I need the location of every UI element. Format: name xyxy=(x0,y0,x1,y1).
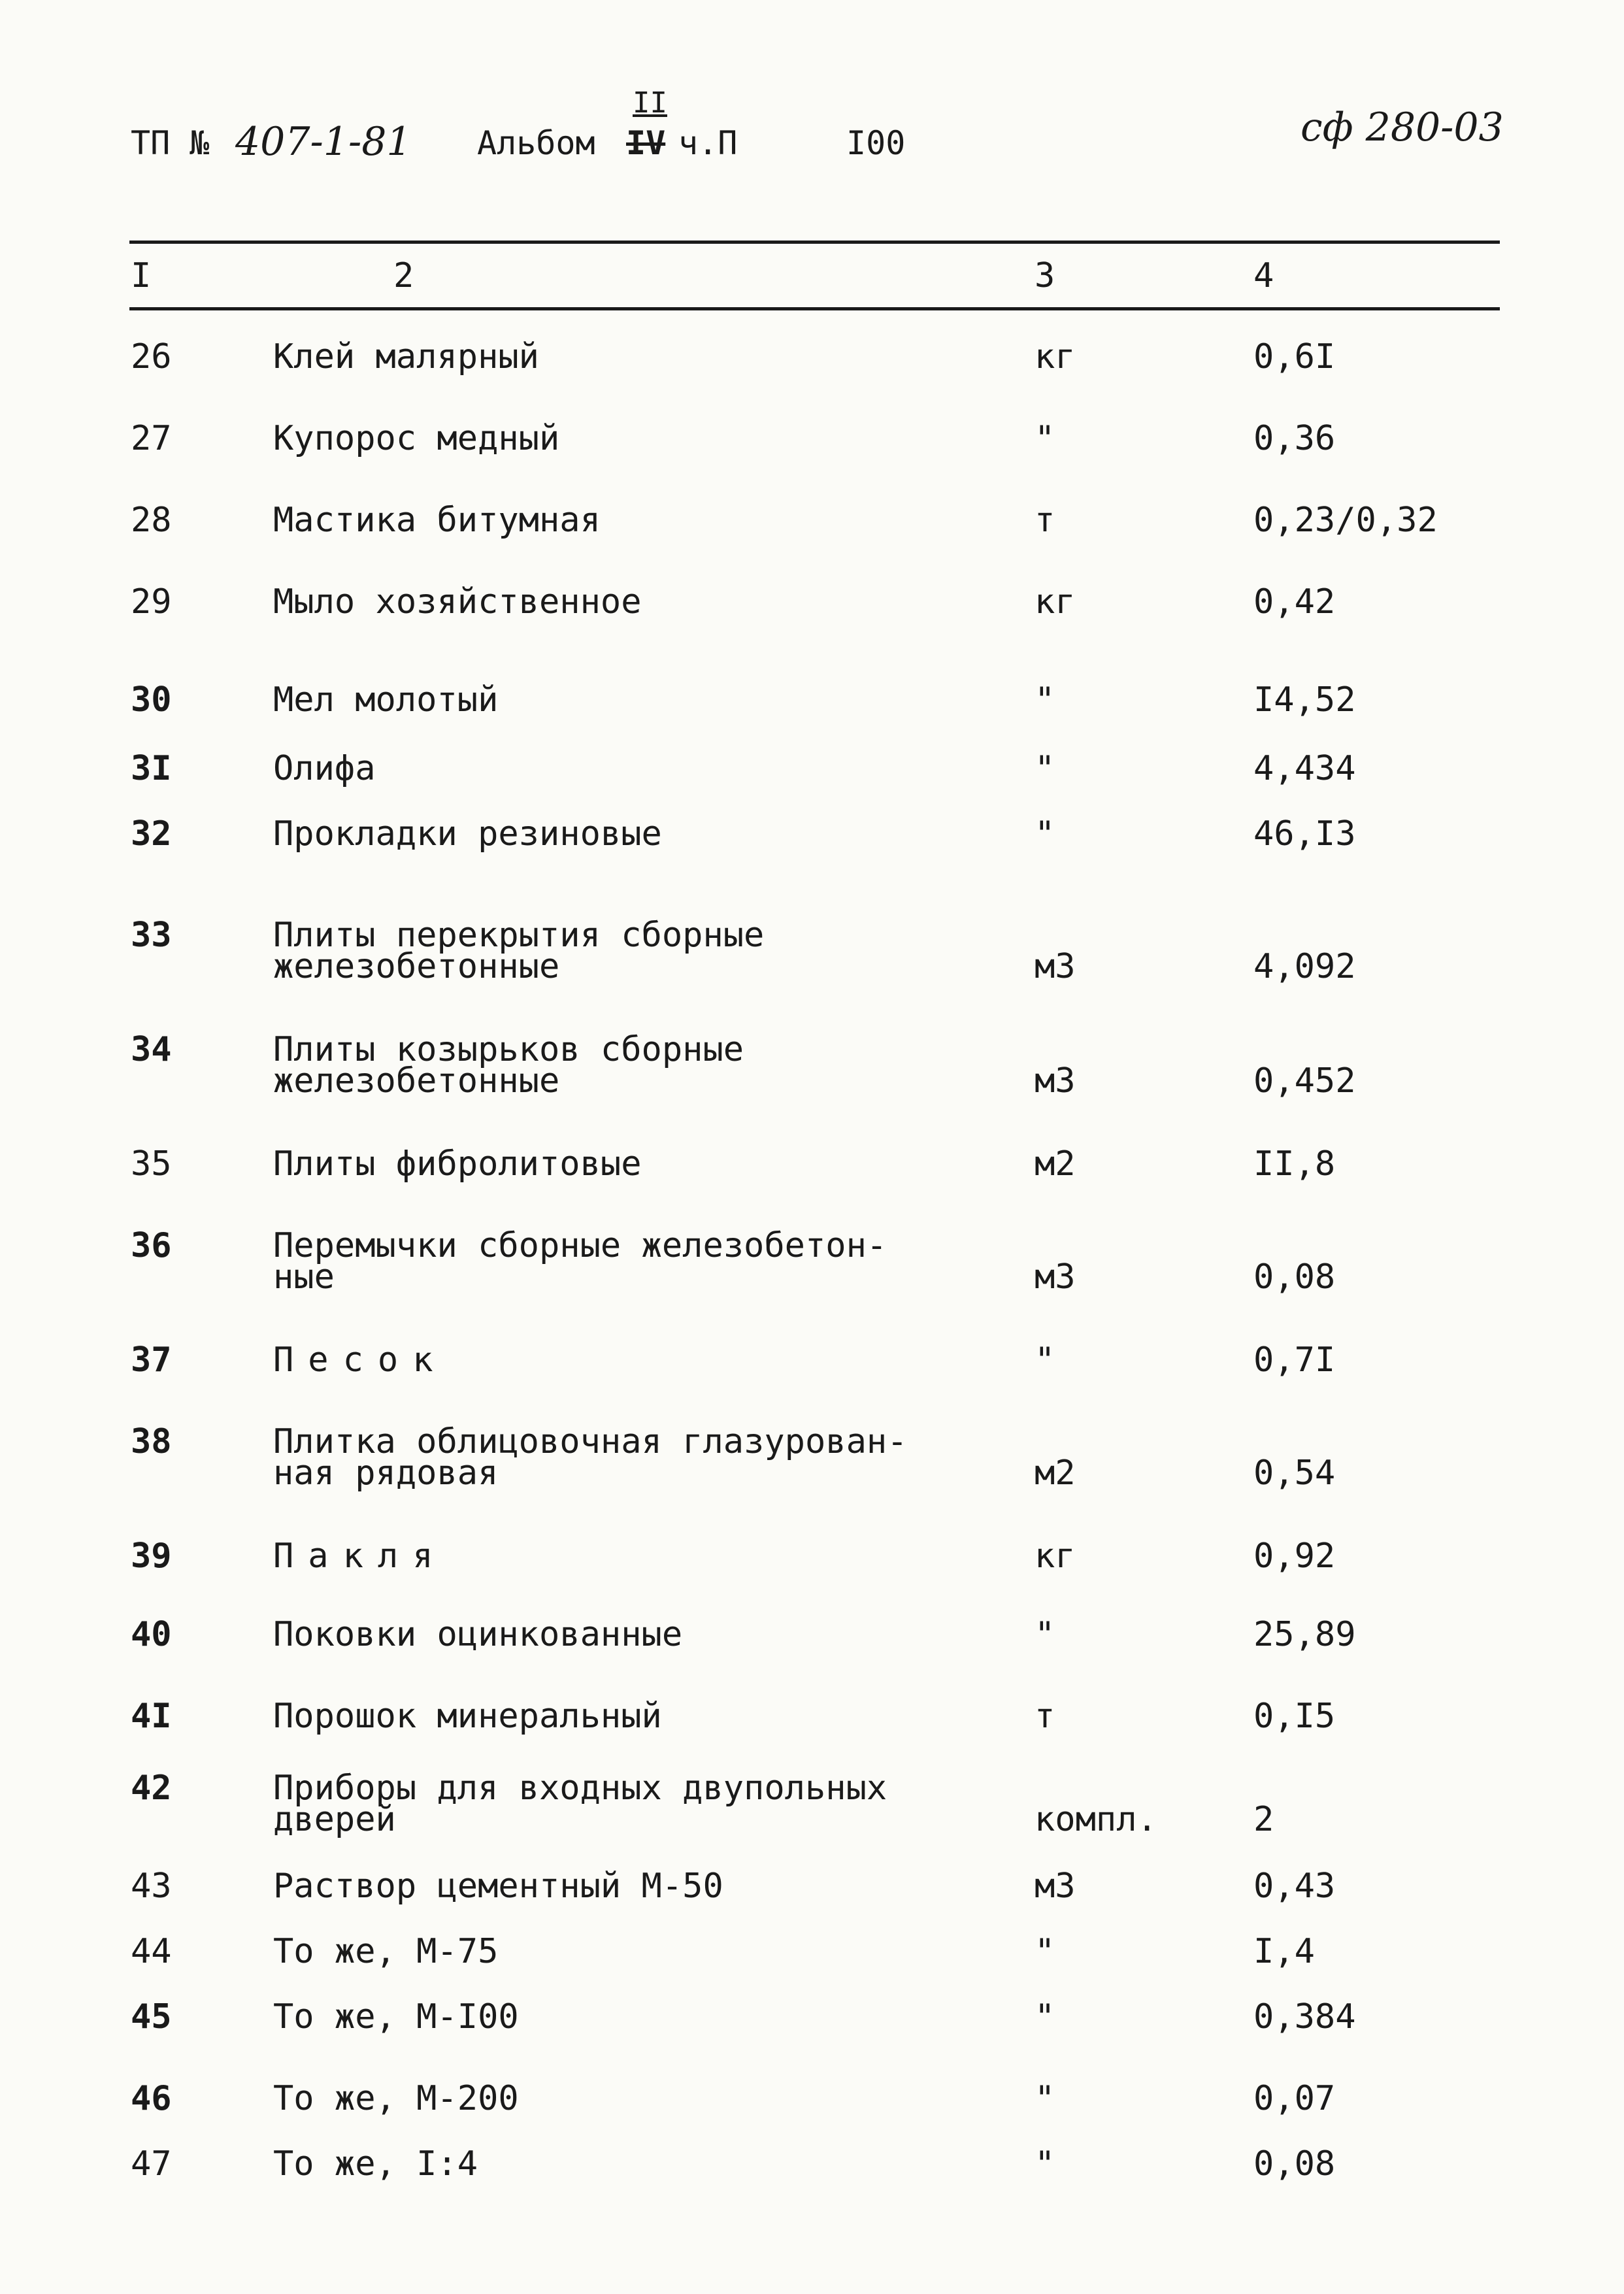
row-number: 44 xyxy=(131,1932,172,1971)
row-quantity: 0,42 xyxy=(1253,582,1336,622)
row-name: То же, I:4 xyxy=(273,2144,478,2184)
row-quantity: 0,23/0,32 xyxy=(1253,501,1438,540)
row-name-continued: железобетонные xyxy=(273,1061,560,1101)
row-number: 27 xyxy=(131,419,172,458)
row-name-continued: ные xyxy=(273,1257,335,1297)
row-quantity: 0,7I xyxy=(1253,1340,1336,1380)
album-number-over: II xyxy=(633,86,667,120)
row-quantity: 0,54 xyxy=(1253,1454,1336,1493)
row-name: Поковки оцинкованные xyxy=(273,1615,683,1654)
row-name: Плиты козырьков сборные xyxy=(273,1030,744,1069)
row-quantity: I4,52 xyxy=(1253,680,1356,720)
row-name: Мастика битумная xyxy=(273,501,601,540)
row-name: Клей малярный xyxy=(273,337,539,376)
row-number: 37 xyxy=(131,1340,172,1380)
row-name: Плиты перекрытия сборные xyxy=(273,916,765,955)
row-quantity: 4,434 xyxy=(1253,749,1356,788)
row-name: Олифа xyxy=(273,749,376,788)
row-unit: " xyxy=(1035,1932,1055,1971)
row-name: Мел молотый xyxy=(273,680,499,720)
row-quantity: 0,452 xyxy=(1253,1061,1356,1101)
row-number: 34 xyxy=(131,1030,172,1069)
row-unit: " xyxy=(1035,419,1055,458)
part-label: ч.П xyxy=(678,124,738,162)
row-unit: " xyxy=(1035,1615,1055,1654)
row-number: 29 xyxy=(131,582,172,622)
row-unit: " xyxy=(1035,680,1055,720)
row-number: 26 xyxy=(131,337,172,376)
row-number: 43 xyxy=(131,1867,172,1906)
row-number: 38 xyxy=(131,1422,172,1461)
row-quantity: 46,I3 xyxy=(1253,814,1356,854)
row-number: 30 xyxy=(131,680,172,720)
row-unit: м3 xyxy=(1035,947,1076,986)
row-quantity: 2 xyxy=(1253,1800,1274,1839)
col-header-3: 3 xyxy=(1035,256,1055,295)
row-unit: " xyxy=(1035,2144,1055,2184)
table-top-rule xyxy=(129,241,1500,244)
row-number: 39 xyxy=(131,1537,172,1576)
row-number: 42 xyxy=(131,1769,172,1808)
col-header-1: I xyxy=(131,256,152,295)
row-number: 45 xyxy=(131,1997,172,2036)
row-quantity: 25,89 xyxy=(1253,1615,1356,1654)
row-name: Раствор цементный М-50 xyxy=(273,1867,723,1906)
row-unit: м2 xyxy=(1035,1454,1076,1493)
row-number: 46 xyxy=(131,2079,172,2118)
tp-label: ТП № xyxy=(131,124,210,162)
row-number: 33 xyxy=(131,916,172,955)
row-unit: кг xyxy=(1035,582,1076,622)
row-number: 36 xyxy=(131,1226,172,1265)
row-quantity: II,8 xyxy=(1253,1144,1336,1184)
col-header-2: 2 xyxy=(393,256,414,295)
row-name: Мыло хозяйственное xyxy=(273,582,642,622)
row-unit: м3 xyxy=(1035,1867,1076,1906)
row-quantity: 0,07 xyxy=(1253,2079,1336,2118)
row-unit: " xyxy=(1035,814,1055,854)
row-name: Порошок минеральный xyxy=(273,1697,662,1736)
row-number: 28 xyxy=(131,501,172,540)
row-name: Песок xyxy=(273,1340,448,1380)
row-name-continued: железобетонные xyxy=(273,947,560,986)
row-number: 35 xyxy=(131,1144,172,1184)
sheet-code: сф 280-03 xyxy=(1301,105,1504,150)
row-number: 47 xyxy=(131,2144,172,2184)
row-unit: " xyxy=(1035,2079,1055,2118)
row-unit: " xyxy=(1035,1340,1055,1380)
row-quantity: 0,43 xyxy=(1253,1867,1336,1906)
row-name: Плиты фибролитовые xyxy=(273,1144,642,1184)
col-header-4: 4 xyxy=(1253,256,1274,295)
row-number: 40 xyxy=(131,1615,172,1654)
row-unit: м3 xyxy=(1035,1061,1076,1101)
row-name: То же, М-75 xyxy=(273,1932,499,1971)
row-quantity: 0,384 xyxy=(1253,1997,1356,2036)
row-name: Купорос медный xyxy=(273,419,560,458)
row-name: То же, М-200 xyxy=(273,2079,519,2118)
row-name: Прокладки резиновые xyxy=(273,814,662,854)
row-unit: " xyxy=(1035,749,1055,788)
row-quantity: 0,I5 xyxy=(1253,1697,1336,1736)
row-unit: кг xyxy=(1035,1537,1076,1576)
row-unit: кг xyxy=(1035,337,1076,376)
row-quantity: 0,36 xyxy=(1253,419,1336,458)
row-name: Перемычки сборные железобетон- xyxy=(273,1226,887,1265)
row-quantity: 0,6I xyxy=(1253,337,1336,376)
row-number: 3I xyxy=(131,749,172,788)
row-unit: м3 xyxy=(1035,1257,1076,1297)
album-label: Альбом xyxy=(477,124,595,162)
row-name-continued: дверей xyxy=(273,1800,396,1839)
page-number: I00 xyxy=(846,124,906,162)
tp-number: 407-1-81 xyxy=(235,119,412,165)
doc-header xyxy=(131,124,209,162)
row-unit: т xyxy=(1035,501,1055,540)
row-name: Плитка облицовочная глазурован- xyxy=(273,1422,908,1461)
row-quantity: I,4 xyxy=(1253,1932,1315,1971)
row-unit: м2 xyxy=(1035,1144,1076,1184)
row-quantity: 0,08 xyxy=(1253,2144,1336,2184)
row-name: То же, М-I00 xyxy=(273,1997,519,2036)
row-quantity: 4,092 xyxy=(1253,947,1356,986)
album-number-struck: IV xyxy=(626,124,666,162)
row-unit: компл. xyxy=(1035,1800,1157,1839)
row-number: 4I xyxy=(131,1697,172,1736)
row-name-continued: ная рядовая xyxy=(273,1454,499,1493)
row-quantity: 0,08 xyxy=(1253,1257,1336,1297)
row-unit: " xyxy=(1035,1997,1055,2036)
row-number: 32 xyxy=(131,814,172,854)
row-quantity: 0,92 xyxy=(1253,1537,1336,1576)
table-header-rule xyxy=(129,307,1500,310)
row-unit: т xyxy=(1035,1697,1055,1736)
row-name: Приборы для входных двупольных xyxy=(273,1769,887,1808)
row-name: Пакля xyxy=(273,1537,448,1576)
